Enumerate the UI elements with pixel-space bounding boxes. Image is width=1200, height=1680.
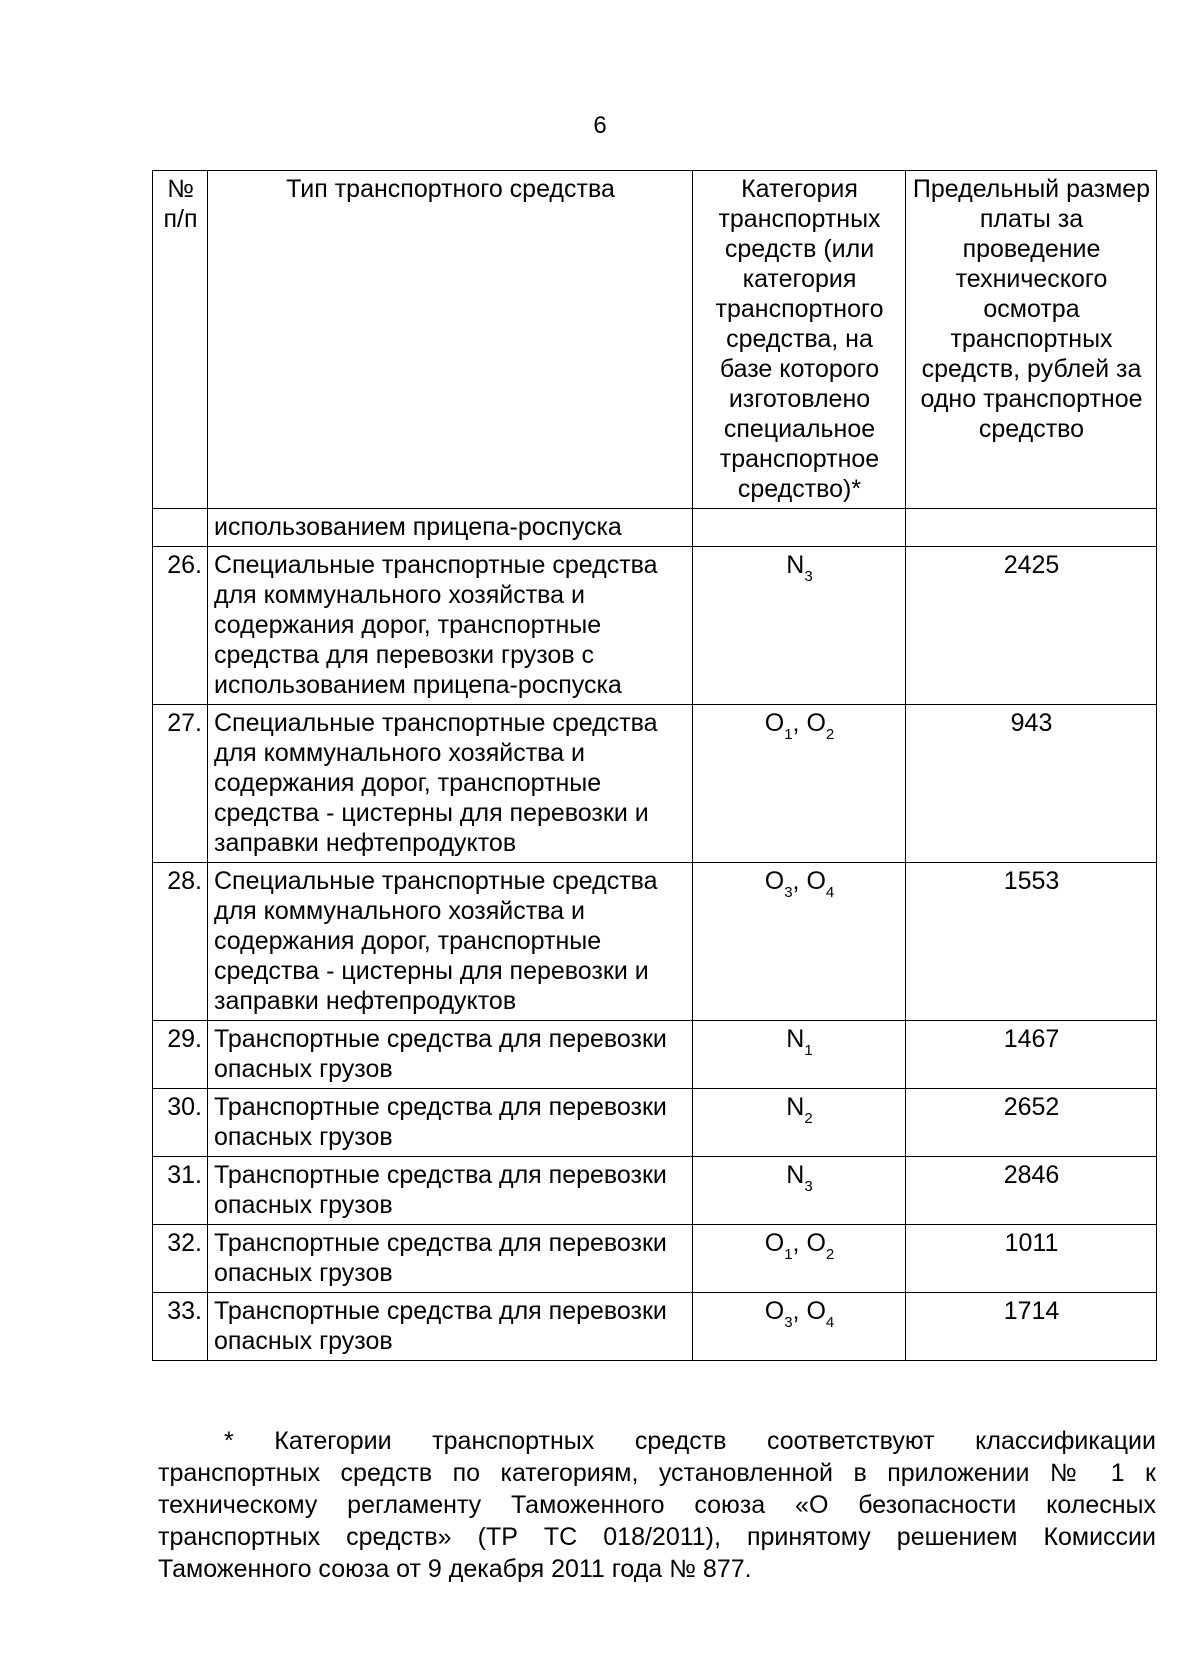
category-subscript: 4: [825, 884, 835, 901]
row-fee: [906, 509, 1157, 547]
row-category: $O_1$, $O_2$: [693, 1225, 906, 1293]
row-category: $O_3$, $O_4$: [693, 863, 906, 1021]
category-subscript: 2: [825, 726, 835, 743]
table-body: [153, 509, 1157, 1361]
row-number: [153, 509, 208, 547]
category-subscript: 1: [804, 1042, 813, 1059]
row-vehicle-type: использованием прицепа-роспуска: [208, 509, 693, 547]
category-subscript: 3: [804, 1178, 813, 1195]
header-fee: Предельный размер платы за проведение технического осмотра транспортных средств, рублей за одно транспортное средство: [906, 171, 1157, 509]
table-row: [153, 1089, 1157, 1157]
row-number: 27.: [153, 705, 208, 863]
category-letter: O: [806, 867, 826, 895]
category-subscript: 2: [825, 1246, 835, 1263]
category-letter: O: [764, 709, 785, 737]
row-vehicle-type: Транспортные средства для перевозки опасных грузов: [208, 1021, 693, 1089]
category-subscript: 1: [784, 1246, 793, 1263]
category-subscript: 1: [784, 726, 793, 743]
row-fee: 943: [906, 705, 1157, 863]
fees-table: [152, 170, 1157, 1361]
row-vehicle-type: Специальные транспортные средства для коммунального хозяйства и содержания дорог, транспортные средства - цистерны для перевозки и заправки нефтепродуктов: [208, 705, 693, 863]
row-category: [693, 1089, 906, 1157]
row-fee: 2425: [906, 547, 1157, 705]
row-fee: 1714: [906, 1293, 1157, 1361]
row-number: 29.: [153, 1021, 208, 1089]
table-row: [153, 547, 1157, 705]
category-letter: O: [764, 867, 785, 895]
row-number: 33.: [153, 1293, 208, 1361]
table-row: [153, 1021, 1157, 1089]
row-number: 32.: [153, 1225, 208, 1293]
table-row: [153, 1225, 1157, 1293]
row-fee: 2846: [906, 1157, 1157, 1225]
category-letter: N: [786, 551, 805, 579]
category-subscript: 2: [804, 1110, 813, 1127]
row-vehicle-type: Транспортные средства для перевозки опасных грузов: [208, 1089, 693, 1157]
row-number: 31.: [153, 1157, 208, 1225]
table-row: [153, 705, 1157, 863]
category-letter: O: [806, 1229, 826, 1257]
header-vehicle-type: Тип транспортного средства: [208, 171, 693, 509]
row-vehicle-type: Транспортные средства для перевозки опасных грузов: [208, 1225, 693, 1293]
category-letter: N: [786, 1161, 805, 1189]
row-fee: 2652: [906, 1089, 1157, 1157]
category-letter: N: [786, 1025, 805, 1053]
header-category: Категория транспортных средств (или категория транспортного средства, на базе которого изготовлено специальное транспортное средство)*: [693, 171, 906, 509]
row-category: $O_1$, $O_2$: [693, 705, 906, 863]
category-letter: O: [764, 1297, 785, 1325]
row-fee: 1467: [906, 1021, 1157, 1089]
row-category: $O_3$, $O_4$: [693, 1293, 906, 1361]
header-row: [153, 171, 1157, 509]
category-subscript: 3: [784, 1314, 793, 1331]
category-subscript: 3: [784, 884, 793, 901]
row-category: [693, 1157, 906, 1225]
row-number: 28.: [153, 863, 208, 1021]
continuation-row: [153, 509, 1157, 547]
row-vehicle-type: Специальные транспортные средства для коммунального хозяйства и содержания дорог, транспортные средства - цистерны для перевозки и заправки нефтепродуктов: [208, 863, 693, 1021]
row-fee: 1011: [906, 1225, 1157, 1293]
row-vehicle-type: Специальные транспортные средства для коммунального хозяйства и содержания дорог, транспортные средства для перевозки грузов с использованием прицепа-роспуска: [208, 547, 693, 705]
table-row: [153, 863, 1157, 1021]
table-header: [153, 171, 1157, 509]
category-subscript: 4: [825, 1314, 835, 1331]
row-category: [693, 509, 906, 547]
category-letter: N: [786, 1093, 805, 1121]
footnote: * Категории транспортных средств соответствуют классификации транспортных средств по категориям, установленной в приложении № 1 к техническому регламенту Таможенного союза «О безопасности колесных транспортных средств» (ТР ТС 018/2011), принятому решением Комиссии Таможенного союза от 9 декабря 2011 года № 877.: [158, 1427, 1156, 1583]
header-number: № п/п: [153, 171, 208, 509]
category-letter: O: [806, 709, 826, 737]
table-row: [153, 1157, 1157, 1225]
row-number: 30.: [153, 1089, 208, 1157]
row-category: [693, 1021, 906, 1089]
row-number: 26.: [153, 547, 208, 705]
row-vehicle-type: Транспортные средства для перевозки опасных грузов: [208, 1293, 693, 1361]
row-fee: 1553: [906, 863, 1157, 1021]
category-letter: O: [764, 1229, 785, 1257]
category-letter: O: [806, 1297, 826, 1325]
page-number: 6: [593, 112, 607, 139]
table-row: [153, 1293, 1157, 1361]
row-vehicle-type: Транспортные средства для перевозки опасных грузов: [208, 1157, 693, 1225]
category-subscript: 3: [804, 568, 813, 585]
row-category: [693, 547, 906, 705]
